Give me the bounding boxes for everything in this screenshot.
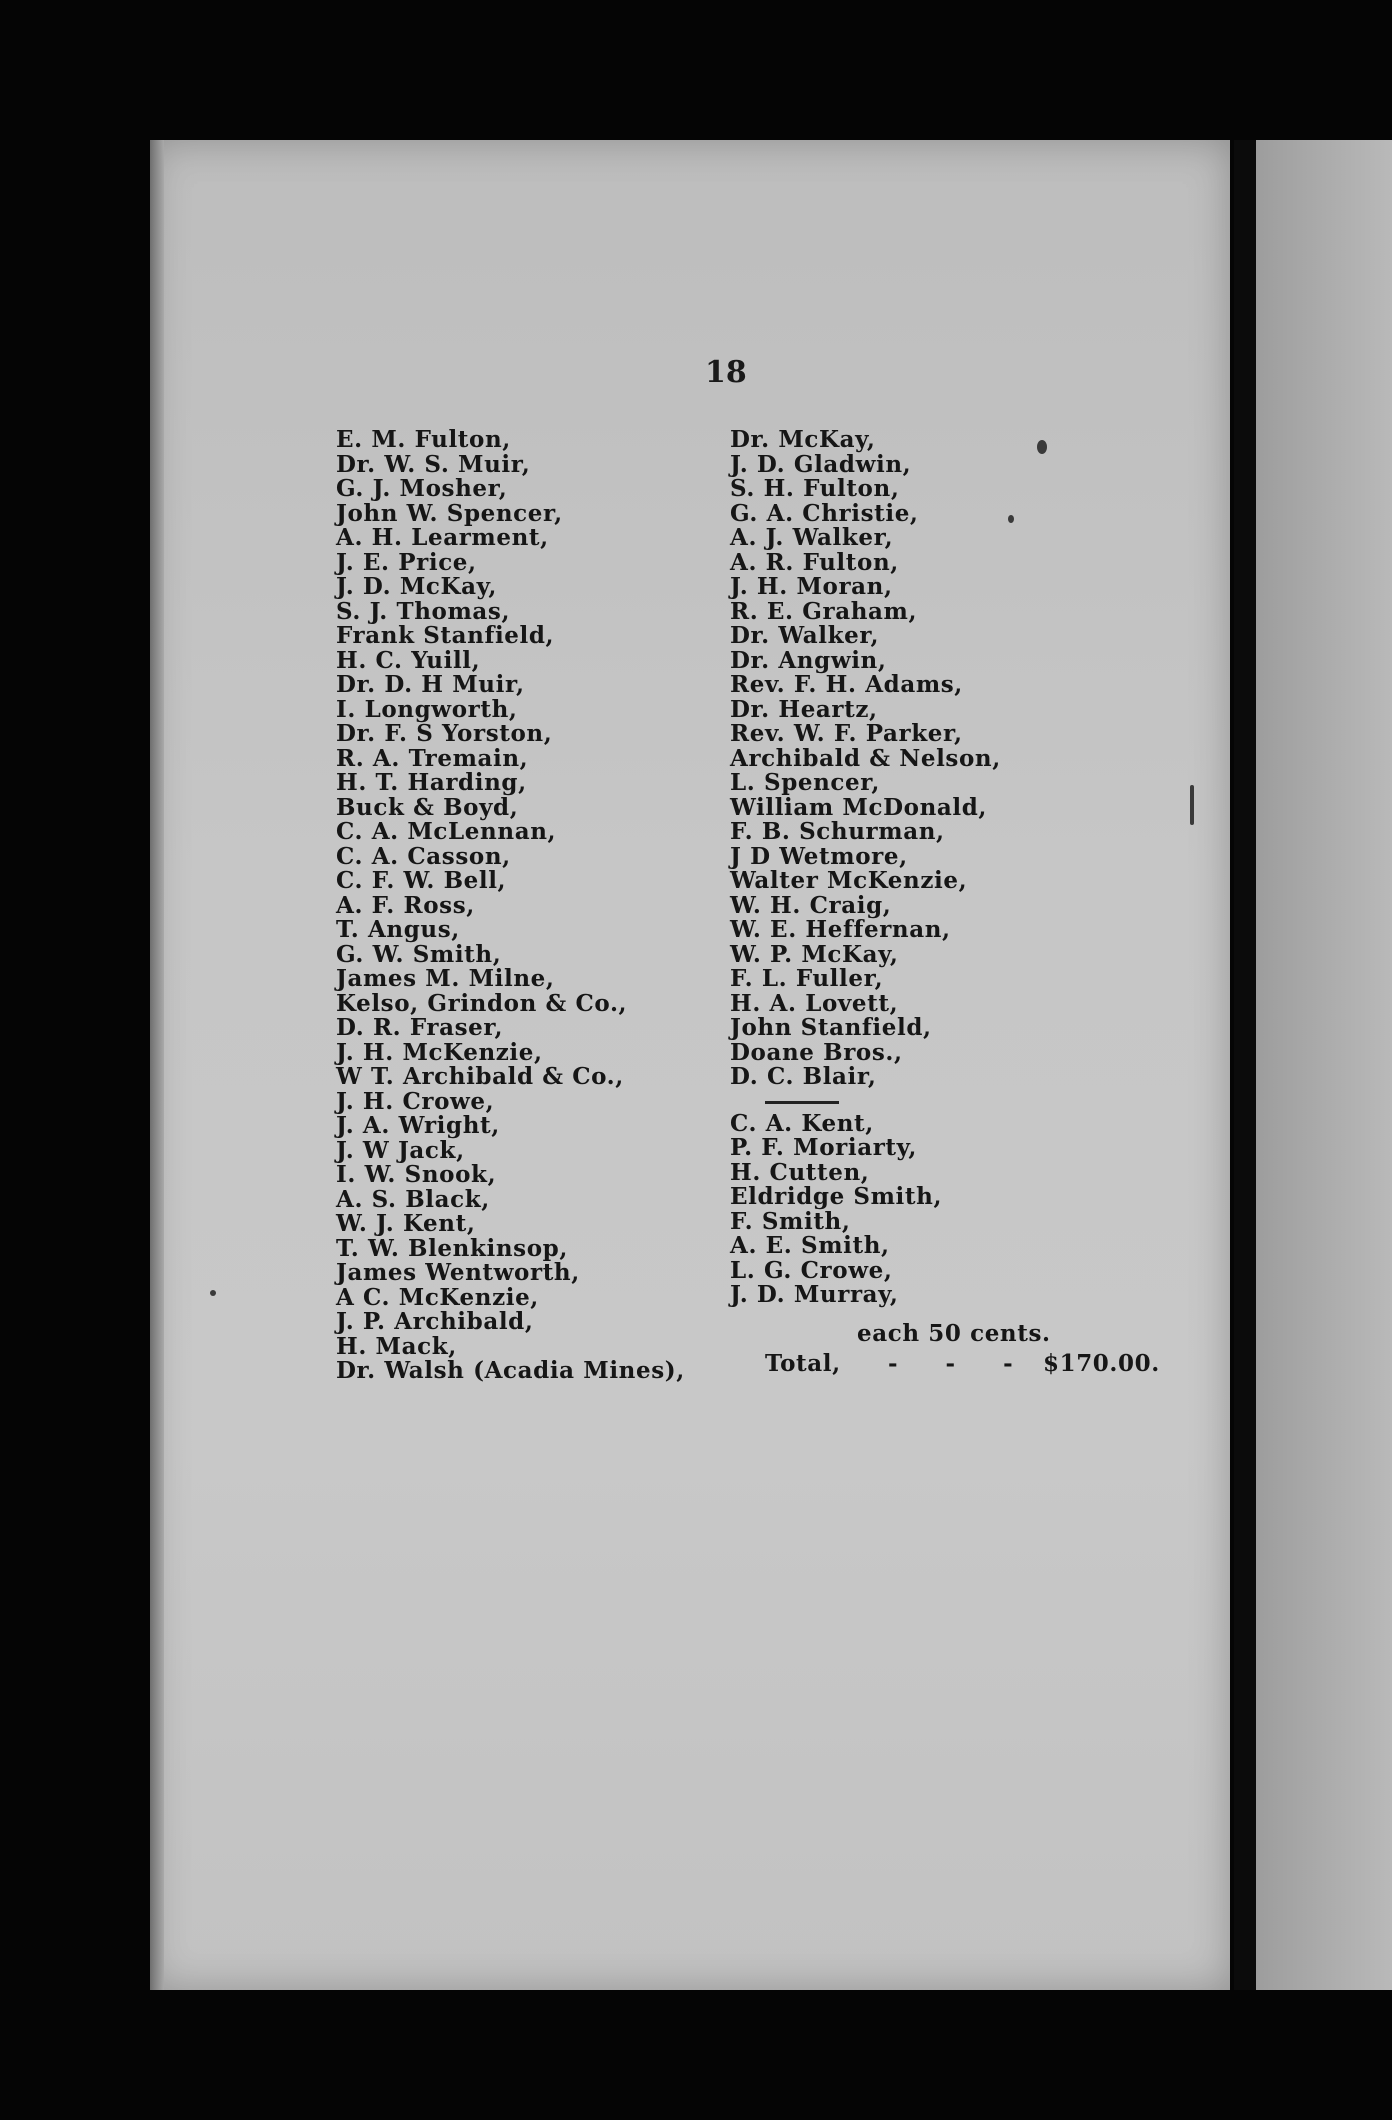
ink-speck — [1008, 515, 1014, 523]
subscriber-name: Dr. D. H Muir, — [336, 671, 525, 698]
subscriber-name: H. Mack, — [336, 1332, 457, 1360]
subscriber-name: Doane Bros., — [730, 1038, 903, 1066]
subscriber-name: C. A. Kent, — [730, 1109, 874, 1137]
subscriber-name: J D Wetmore, — [730, 842, 908, 870]
subscriber-name: W. E. Heffernan, — [730, 916, 951, 943]
ink-speck — [1190, 785, 1194, 825]
subscriber-name: A. F. Ross, — [336, 891, 475, 919]
facing-page-edge — [1256, 140, 1392, 1990]
total-amount: $170.00. — [1043, 1350, 1160, 1377]
subscriber-name: S. J. Thomas, — [336, 597, 511, 625]
left-name-column — [336, 428, 756, 1384]
subscriber-name: Rev. F. H. Adams, — [730, 671, 963, 698]
subscriber-name: James Wentworth, — [336, 1259, 580, 1286]
subscriber-name: J. D. McKay, — [336, 573, 497, 600]
subscriber-name: W T. Archibald & Co., — [336, 1063, 624, 1090]
separator-rule — [765, 1101, 839, 1104]
subscriber-name: R. E. Graham, — [730, 597, 918, 625]
subscriber-name: S. H. Fulton, — [730, 475, 900, 502]
subscriber-name: J. H. McKenzie, — [336, 1038, 543, 1066]
subscriber-name: W. P. McKay, — [730, 940, 899, 968]
subscriber-name: D. C. Blair, — [730, 1063, 877, 1090]
subscriber-name: H. T. Harding, — [336, 769, 527, 796]
subscriber-name: J. P. Archibald, — [336, 1308, 534, 1335]
subscriber-name: A. R. Fulton, — [730, 548, 899, 576]
subscriber-name: J. A. Wright, — [336, 1112, 500, 1139]
each-note: each 50 cents. — [857, 1320, 1051, 1347]
page-edge — [150, 140, 164, 1990]
subscriber-name: John Stanfield, — [730, 1014, 932, 1041]
subscriber-name: F. L. Fuller, — [730, 965, 884, 992]
subscriber-name: Dr. F. S Yorston, — [336, 720, 553, 747]
right-name-column — [730, 428, 1170, 1308]
subscriber-name: P. F. Moriarty, — [730, 1134, 918, 1161]
subscriber-name: W. J. Kent, — [336, 1210, 476, 1237]
subscriber-name: F. Smith, — [730, 1207, 851, 1235]
subscriber-name: John W. Spencer, — [336, 499, 563, 527]
subscriber-name: J. H. Crowe, — [336, 1087, 495, 1115]
subscriber-name: G. J. Mosher, — [336, 475, 508, 502]
subscriber-name: J. H. Moran, — [730, 573, 893, 600]
subscriber-name: J. D. Gladwin, — [730, 450, 912, 478]
right-name-list-bottom — [730, 1109, 1170, 1308]
subscriber-name: J. E. Price, — [336, 548, 477, 576]
subscriber-name: H. Cutten, — [730, 1158, 870, 1186]
subscriber-name: F. B. Schurman, — [730, 818, 945, 845]
subscriber-name: Kelso, Grindon & Co., — [336, 989, 628, 1017]
subscriber-name: I. Longworth, — [336, 695, 518, 723]
subscriber-name: D. R. Fraser, — [336, 1014, 504, 1041]
subscriber-name: C. A. McLennan, — [336, 818, 557, 845]
subscriber-name: L. G. Crowe, — [730, 1256, 893, 1284]
subscriber-name: Archibald & Nelson, — [730, 744, 1001, 772]
subscriber-name: Eldridge Smith, — [730, 1183, 943, 1210]
subscriber-name: A. H. Learment, — [336, 524, 549, 551]
subscriber-name: R. A. Tremain, — [336, 744, 529, 772]
subscriber-name: Dr. McKay, — [730, 426, 876, 453]
subscriber-name: Walter McKenzie, — [730, 867, 968, 894]
subscriber-name: C. A. Casson, — [336, 842, 511, 870]
total-dashes: - - - — [888, 1350, 1033, 1377]
subscriber-name: Dr. Angwin, — [730, 646, 887, 674]
subscriber-name: H. A. Lovett, — [730, 989, 899, 1017]
subscriber-name: William McDonald, — [730, 793, 988, 821]
subscriber-name: A. J. Walker, — [730, 524, 894, 551]
subscriber-name: Dr. W. S. Muir, — [336, 450, 531, 478]
book-spine — [1234, 140, 1256, 1990]
subscriber-name: L. Spencer, — [730, 769, 880, 796]
total-label: Total, — [765, 1350, 841, 1377]
subscriber-name: Rev. W. F. Parker, — [730, 720, 963, 747]
subscriber-name: A. S. Black, — [336, 1185, 490, 1213]
subscriber-name: Buck & Boyd, — [336, 793, 519, 821]
subscriber-name: Frank Stanfield, — [336, 622, 555, 649]
subscriber-name: A. E. Smith, — [730, 1232, 890, 1259]
right-name-list-top — [730, 428, 1170, 1090]
ink-speck — [1037, 440, 1047, 454]
page-number: 18 — [705, 355, 747, 390]
subscriber-name: T. W. Blenkinsop, — [336, 1234, 568, 1262]
subscriber-name: G. W. Smith, — [336, 940, 502, 968]
subscriber-name: E. M. Fulton, — [336, 426, 511, 453]
subscriber-name: Dr. Walker, — [730, 622, 880, 649]
subscriber-name: A C. McKenzie, — [336, 1283, 539, 1311]
subscriber-name: W. H. Craig, — [730, 891, 892, 919]
subscriber-name: Dr. Walsh (Acadia Mines), — [336, 1357, 685, 1384]
subscriber-name: I. W. Snook, — [336, 1161, 497, 1188]
subscriber-name: Dr. Heartz, — [730, 695, 878, 723]
subscriber-name: J. D. Murray, — [730, 1281, 899, 1308]
subscriber-name: James M. Milne, — [336, 965, 555, 992]
subscriber-name: T. Angus, — [336, 916, 460, 943]
subscriber-name: J. W Jack, — [336, 1136, 465, 1164]
subscriber-name: H. C. Yuill, — [336, 646, 481, 674]
subscriber-name: G. A. Christie, — [730, 499, 919, 527]
subscriber-name: C. F. W. Bell, — [336, 867, 507, 894]
ink-speck — [210, 1290, 216, 1296]
